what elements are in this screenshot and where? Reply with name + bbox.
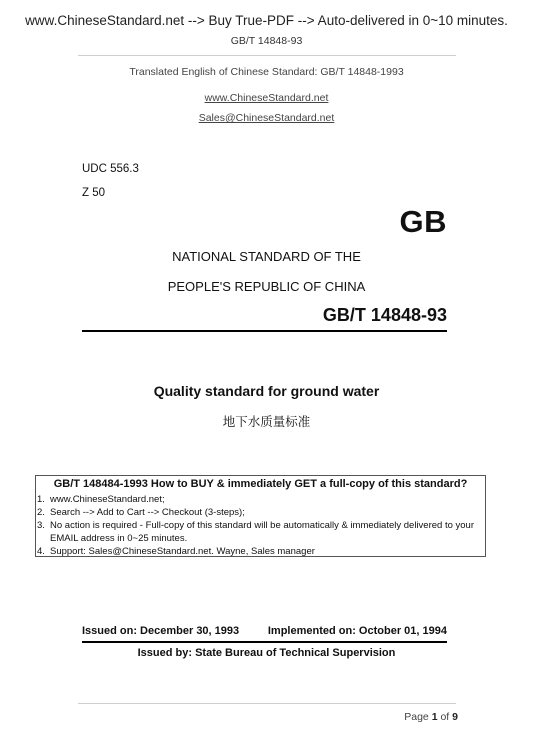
page-total: 9 (452, 711, 458, 723)
header-divider (78, 55, 456, 56)
page-word: Page (404, 711, 429, 723)
page-of: of (440, 711, 450, 723)
implemented-on-date: Implemented on: October 01, 1994 (267, 625, 447, 637)
buy-steps-list (36, 493, 490, 558)
footer-divider (78, 703, 456, 704)
issued-on-date: Issued on: December 30, 1993 (82, 625, 240, 637)
national-standard-line1: NATIONAL STANDARD OF THE (172, 249, 361, 264)
page-number (404, 711, 458, 723)
list-item-number: 2. (37, 507, 45, 518)
buy-instructions-box (35, 475, 486, 557)
standard-number: GB/T 14848-93 (322, 305, 447, 325)
page-current: 1 (431, 711, 438, 723)
list-item-number: 1. (37, 494, 45, 505)
issuance-rule (82, 641, 447, 643)
list-item-text: www.ChineseStandard.net; (50, 494, 165, 505)
list-item-text: Support: Sales@ChineseStandard.net. Wayne, Sales manager (50, 546, 315, 557)
standard-number-rule (82, 330, 447, 332)
national-standard-line2: PEOPLE'S REPUBLIC OF CHINA (167, 279, 366, 294)
z-code: Z 50 (82, 187, 106, 199)
translation-title: Translated English of Chinese Standard: GB/T 14848-1993 (129, 66, 404, 78)
header-banner: www.ChineseStandard.net --> Buy True-PDF --> Auto-delivered in 0~10 minutes. (25, 13, 508, 28)
document-title-chinese: 地下水质量标准 (222, 414, 311, 429)
list-item-text: Search --> Add to Cart --> Checkout (3-steps); (50, 507, 245, 518)
email-link-wrap (0, 108, 533, 126)
list-item-number: 3. (37, 520, 45, 531)
list-item (36, 493, 490, 506)
issued-by: Issued by: State Bureau of Technical Supervision (137, 647, 396, 659)
udc-code: UDC 556.3 (82, 163, 139, 175)
gb-mark: GB (399, 204, 447, 239)
email-link[interactable]: Sales@ChineseStandard.net (198, 112, 335, 124)
list-item-text: No action is required - Full-copy of this standard will be automatically & immediately delivered to your EMAIL address in 0~25 minutes. (50, 520, 474, 544)
website-link[interactable]: www.ChineseStandard.net (204, 92, 329, 104)
list-item (36, 519, 490, 545)
document-title: Quality standard for ground water (153, 383, 380, 399)
list-item (36, 545, 490, 558)
website-link-wrap (0, 88, 533, 106)
list-item-number: 4. (37, 546, 45, 557)
list-item (36, 506, 490, 519)
header-standard-code: GB/T 14848-93 (230, 35, 303, 47)
buy-box-title: GB/T 148484-1993 How to BUY & immediately GET a full-copy of this standard? (53, 478, 468, 490)
